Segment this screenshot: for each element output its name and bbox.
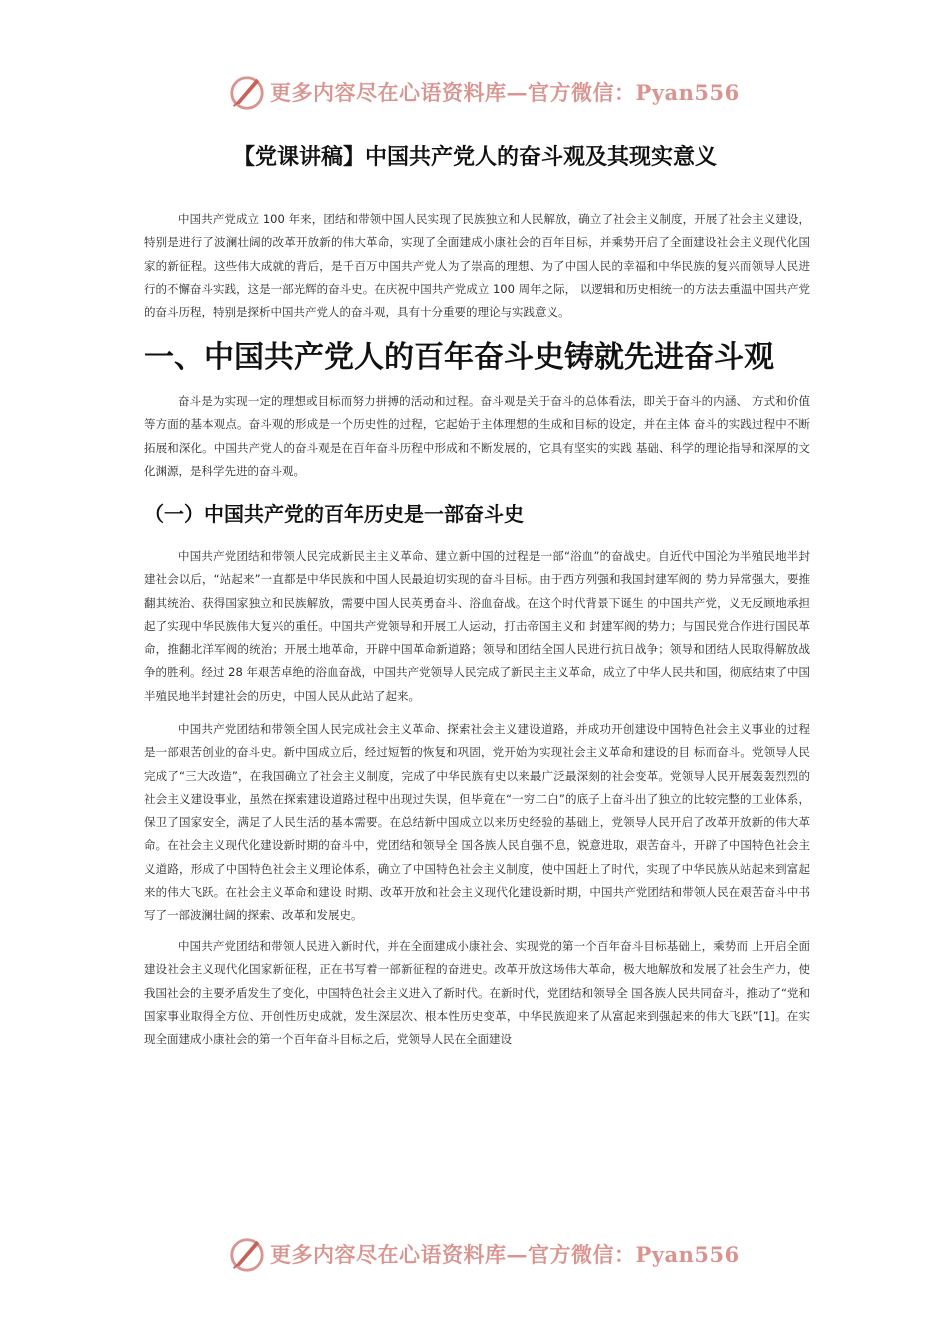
section-heading: 一、中国共产党人的百年奋斗史铸就先进奋斗观: [144, 340, 774, 375]
document-title: 【党课讲稿】中国共产党人的奋斗观及其现实意义: [232, 145, 717, 170]
body-paragraph: 中国共产党团结和带领全国人民完成社会主义革命、探索社会主义建设道路，并成功开创建设中国特色社会主义事业的过程是一部艰苦创业的奋斗史。新中国成立后，经过短暂的恢复和巩固，党开始为实现社会主义革命和建设的目 标而奋斗。党领导人民完成了“三大改造”，在我国确立了社会主义制度，完成了中华民族有史以来最广泛最深刻的社会变革。党领导人民开展轰轰烈烈的社会主义建设事业，虽然在探索建设道路过程中出现过失误，但毕竟在“一穷二白”的底子上奋斗出了独立的比较完整的工业体系，保卫了国家安全，满足了人民生活的基本需要。在总结新中国成立以来历史经验的基础上，党领导人民开启了改革开放新的伟大革命。在社会主义现代化建设新时期的奋斗中，党团结和领导全 国各族人民自强不息，锐意进取，艰苦奋斗，开辟了中国特色社会主义道路，形成了中国特色社会主义理论体系，确立了中国特色社会主义制度，使中国赶上了时代，实现了中华民族从站起来到富起来的伟大飞跃。在社会主义革命和建设 时期、改革开放和社会主义现代化建设新时期，中国共产党团结和带领人民在艰苦奋斗中书写了一部波澜壮阔的探索、改革和发展史。: [144, 722, 810, 923]
quill-logo-icon: [228, 1235, 266, 1273]
section-paragraph: 奋斗是为实现一定的理想或目标而努力拼搏的活动和过程。奋斗观是关于奋斗的总体看法，即关于奋斗的内涵、 方式和价值等方面的基本观点。奋斗观的形成是一个历史性的过程，它起始于主体理想的生成和目标的设定，并在主体 奋斗的实践过程中不断拓展和深化。中国共产党人的奋斗观是在百年奋斗历程中形成和不断发展的，它具有坚实的实践 基础、科学的理论指导和深厚的文化渊源，是科学先进的奋斗观。: [144, 394, 810, 478]
intro-paragraph: 中国共产党成立 100 年来，团结和带领中国人民实现了民族独立和人民解放，确立了社会主义制度，开展了社会主义建设，特别是进行了波澜壮阔的改革开放新的伟大革命，实现了全面建成小康社会的百年目标，并乘势开启了全面建设社会主义现代化国家的新征程。这些伟大成就的背后，是千百万中国共产党人为了崇高的理想、为了中国人民的幸福和中华民族的复兴而领导人民进行的不懈奋斗实践，这是一部光辉的奋斗史。在庆祝中国共产党成立 100 周年之际， 以逻辑和历史相统一的方法去重温中国共产党的奋斗历程，特别是探析中国共产党人的奋斗观，具有十分重要的理论与实践意义。: [144, 212, 810, 320]
watermark-header: [228, 72, 788, 112]
watermark-text: 更多内容尽在心语资料库—官方微信：Pyan556: [270, 1242, 740, 1267]
body-paragraph: 中国共产党团结和带领人民完成新民主主义革命、建立新中国的过程是一部“浴血”的奋战史。自近代中国沦为半殖民地半封建社会以后，“站起来”一直都是中华民族和中国人民最迫切实现的奋斗目标。由于西方列强和我国封建军阀的 势力异常强大，要推翻其统治、获得国家独立和民族解放，需要中国人民英勇奋斗、浴血奋战。在这个时代背景下诞生 的中国共产党，义无反顾地承担起了实现中华民族伟大复兴的重任。中国共产党领导和开展工人运动，打击帝国主义和 封建军阀的势力；与国民党合作进行国民革命，推翻北洋军阀的统治；开展土地革命，开辟中国革命新道路；领导和团结全国人民进行抗日战争；领导和团结人民取得解放战争的胜利。经过 28 年艰苦卓绝的浴血奋战，中国共产党领导人民完成了新民主主义革命，成立了中华人民共和国，彻底结束了中国半殖民地半封建社会的历史，中国人民从此站了起来。: [144, 549, 810, 703]
watermark-footer: [228, 1234, 788, 1274]
subsection-heading: （一）中国共产党的百年历史是一部奋斗史: [144, 502, 524, 526]
watermark-text: 更多内容尽在心语资料库—官方微信：Pyan556: [270, 80, 740, 105]
quill-logo-icon: [228, 73, 266, 111]
body-paragraph: 中国共产党团结和带领人民进入新时代，并在全面建成小康社会、实现党的第一个百年奋斗目标基础上，乘势而 上开启全面建设社会主义现代化国家新征程，正在书写着一部新征程的奋进史。改革开放这场伟大革命，极大地解放和发展了社会生产力，使我国社会的主要矛盾发生了变化，中国特色社会主义进入了新时代。在新时代，党团结和领导全 国各族人民共同奋斗，推动了“党和国家事业取得全方位、开创性历史成就，发生深层次、根本性历史变革，中华民族迎来了从富起来到强起来的伟大飞跃”[1]。在实现全面建成小康社会的第一个百年奋斗目标之后，党领导人民在全面建设: [144, 939, 810, 1047]
